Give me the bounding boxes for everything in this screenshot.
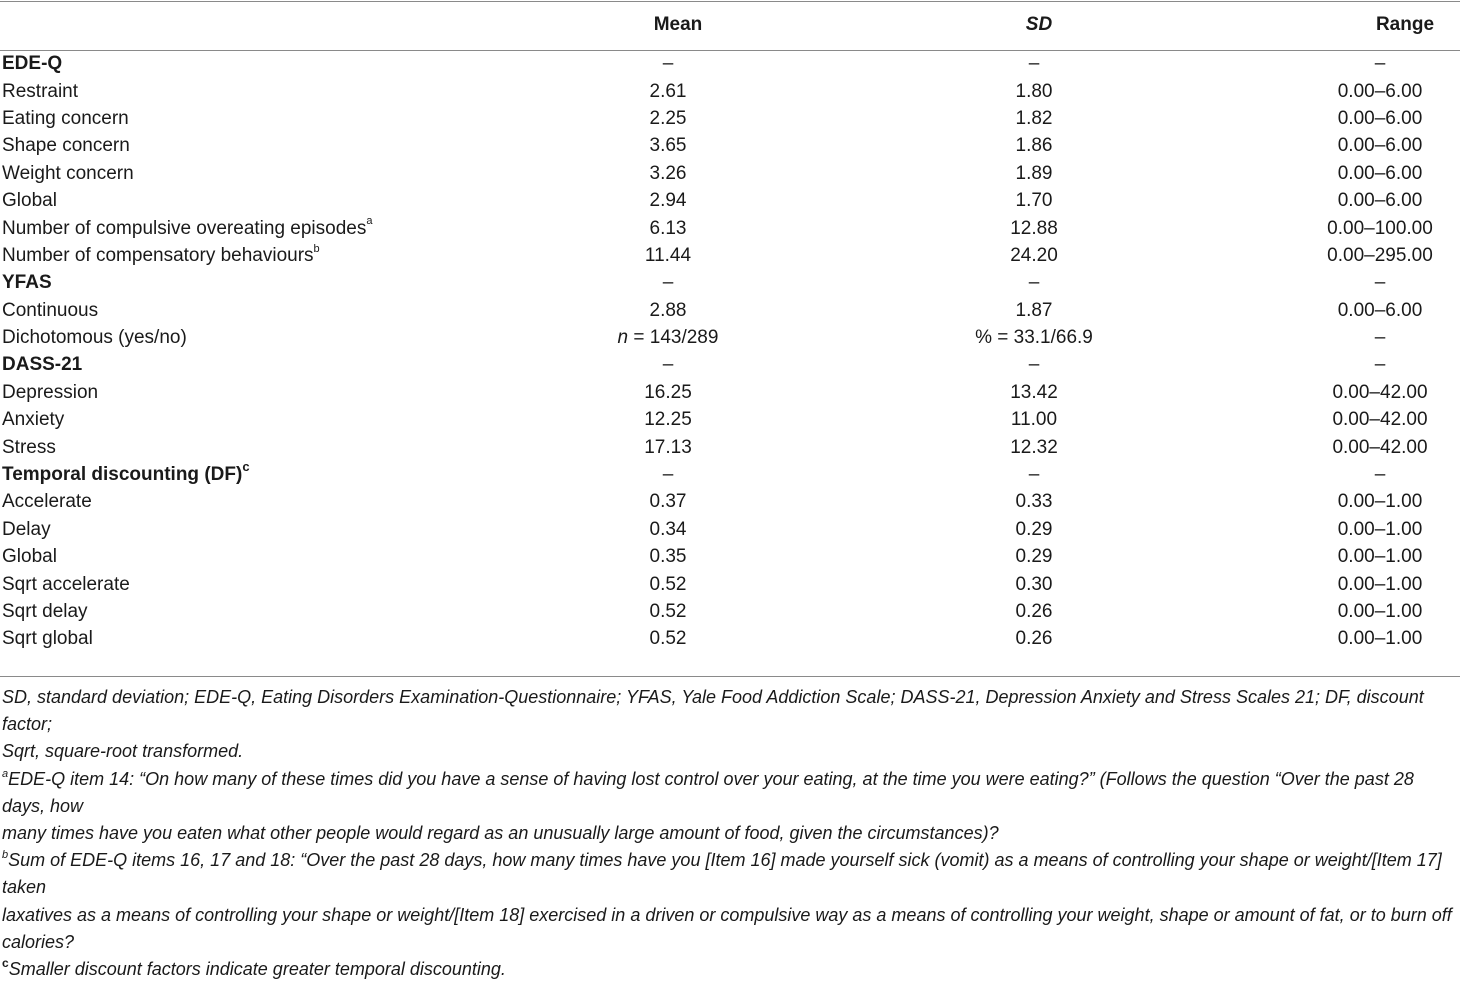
footnote-a: [2, 766, 1458, 848]
footnote-a-line2: many times have you eaten what other people would regard as an unusually large amount of food, given the circumstances)?: [2, 823, 999, 844]
range-cell: [1242, 461, 1460, 488]
mean-value: 11.44: [644, 244, 692, 266]
range-value: 0.00–1.00: [1337, 601, 1423, 622]
range-cell: [1242, 269, 1460, 296]
mean-value: –: [662, 464, 674, 486]
sd-value: 12.88: [1010, 217, 1058, 239]
mean-value-wrap: [650, 135, 687, 156]
range-value: 0.00–295.00: [1327, 244, 1433, 266]
row-label: [0, 598, 520, 625]
mean-value-wrap: [650, 81, 687, 102]
table-row: [0, 543, 1460, 570]
mean-value-wrap: [650, 519, 687, 540]
mean-cell: [520, 351, 836, 378]
mean-cell: [520, 132, 836, 159]
footnote-abbreviations: [2, 684, 1458, 766]
row-label: [0, 351, 520, 378]
sd-value: 13.42: [1010, 381, 1058, 403]
footnote-abbreviations-line2: Sqrt, square-root transformed.: [2, 741, 244, 762]
row-label: [0, 77, 520, 104]
sd-value: 24.20: [1010, 244, 1058, 266]
range-cell: [1242, 598, 1460, 625]
sd-value: 0.26: [1015, 628, 1053, 650]
range-value: 0.00–6.00: [1337, 107, 1423, 129]
range-value: 0.00–6.00: [1337, 80, 1423, 102]
table-row: [0, 214, 1460, 241]
range-cell: [1242, 625, 1460, 652]
row-label-text: Accelerate: [2, 491, 92, 513]
mean-value-wrap: [650, 546, 687, 567]
sd-value: 0.26: [1015, 601, 1053, 622]
mean-value-wrap: [645, 245, 691, 266]
mean-value: 0.52: [649, 601, 687, 622]
mean-value-wrap: [650, 491, 687, 512]
header-range: [1242, 0, 1460, 50]
range-cell: [1242, 488, 1460, 515]
mean-cell: [520, 242, 836, 269]
table-row: [0, 242, 1460, 269]
sd-value: 1.82: [1015, 107, 1053, 129]
range-cell: [1242, 433, 1460, 460]
mean-cell: [520, 598, 836, 625]
mean-value-wrap: [650, 218, 687, 239]
range-cell: [1242, 351, 1460, 378]
table-row: [0, 488, 1460, 515]
row-label: [0, 160, 520, 187]
sd-cell: [836, 77, 1242, 104]
header-range-label: Range: [1375, 14, 1435, 35]
sd-cell: [836, 105, 1242, 132]
range-value: 0.00–6.00: [1337, 135, 1423, 157]
sd-value: 0.29: [1015, 546, 1053, 568]
section-row: [0, 269, 1460, 296]
sd-cell: [836, 543, 1242, 570]
mean-cell: [520, 406, 836, 433]
table-row: [0, 160, 1460, 187]
range-value: 0.00–1.00: [1337, 491, 1423, 513]
range-cell: [1242, 297, 1460, 324]
mean-cell: [520, 160, 836, 187]
mean-value-wrap: [663, 464, 674, 485]
mean-value: 2.61: [649, 80, 687, 102]
mean-value-wrap: [663, 53, 674, 74]
range-value: 0.00–1.00: [1337, 628, 1423, 650]
table-row: [0, 132, 1460, 159]
sd-cell: [836, 242, 1242, 269]
range-value: 0.00–100.00: [1327, 217, 1433, 239]
footnote-a-line1: EDE-Q item 14: “On how many of these times did you have a sense of having lost control over your eating, at the time you were eating?” (Follows the question “Over the past 28 days, how: [2, 768, 1414, 816]
footnote-abbreviations-line1: SD, standard deviation; EDE-Q, Eating Disorders Examination-Questionnaire; YFAS, Yale Food Addiction Scale; DASS-21, Depression Anxiety and Stress Scales 21; DF, discount factor;: [2, 687, 1424, 735]
range-cell: [1242, 379, 1460, 406]
mean-value-wrap: [650, 628, 687, 649]
range-cell: [1242, 105, 1460, 132]
sd-value: 1.86: [1015, 135, 1053, 157]
sd-value: 0.30: [1015, 573, 1053, 595]
row-label: [0, 625, 520, 652]
range-cell: [1242, 324, 1460, 351]
mean-value: 0.52: [649, 573, 687, 595]
mean-cell: [520, 297, 836, 324]
range-cell: [1242, 50, 1460, 77]
footnote-marker: c: [242, 458, 250, 474]
footnote-c-marker: c: [2, 956, 9, 971]
sd-cell: [836, 379, 1242, 406]
table-row: [0, 187, 1460, 214]
row-label-text: Number of compulsive overeating episodes: [2, 217, 367, 239]
row-label-text: Eating concern: [2, 107, 129, 129]
mean-cell: [520, 543, 836, 570]
sd-value: –: [1028, 53, 1040, 75]
range-value: 0.00–1.00: [1337, 546, 1423, 568]
mean-cell: [520, 187, 836, 214]
sd-cell: [836, 160, 1242, 187]
row-label: [0, 132, 520, 159]
row-label-text: Stress: [2, 436, 56, 458]
footnote-c-line1: Smaller discount factors indicate greater temporal discounting.: [8, 959, 506, 980]
table-row: [0, 598, 1460, 625]
mean-value-wrap: [644, 382, 692, 403]
sd-value: 11.00: [1010, 409, 1058, 431]
row-label: [0, 406, 520, 433]
range-cell: [1242, 160, 1460, 187]
row-label-text: Depression: [2, 381, 99, 403]
sd-cell: [836, 488, 1242, 515]
range-value: 0.00–1.00: [1337, 518, 1423, 540]
range-value: –: [1374, 464, 1386, 486]
bottom-rule: [0, 676, 1460, 677]
row-label: [0, 570, 520, 597]
table-row: [0, 406, 1460, 433]
sd-value: % = 33.1/66.9: [975, 327, 1093, 349]
sd-cell: [836, 351, 1242, 378]
section-row: [0, 351, 1460, 378]
mean-value: 12.25: [644, 409, 692, 431]
mean-value-wrap: [650, 300, 687, 321]
mean-value: 17.13: [644, 436, 692, 458]
mean-cell: [520, 461, 836, 488]
mean-value: 3.65: [649, 135, 687, 157]
range-value: 0.00–6.00: [1337, 299, 1423, 321]
mean-value-wrap: [650, 108, 687, 129]
mean-value: –: [662, 354, 674, 376]
range-cell: [1242, 132, 1460, 159]
sd-cell: [836, 625, 1242, 652]
range-value: 0.00–42.00: [1332, 409, 1428, 431]
row-label-text: Global: [2, 190, 57, 212]
mean-cell: [520, 516, 836, 543]
section-row: [0, 50, 1460, 77]
table-row: [0, 625, 1460, 652]
row-label-text: Delay: [2, 518, 51, 540]
mean-cell: [520, 433, 836, 460]
mean-cell: [520, 570, 836, 597]
row-label-text: Temporal discounting (DF): [2, 464, 243, 486]
row-label: [0, 433, 520, 460]
mean-cell: [520, 269, 836, 296]
sd-value: –: [1028, 464, 1040, 486]
footnote-b-line1: Sum of EDE-Q items 16, 17 and 18: “Over the past 28 days, how many times have you [Item 16] made yourself sick (vomit) as a means of controlling your shape or weight/[Item 17] taken: [2, 850, 1442, 898]
range-value: 0.00–42.00: [1332, 436, 1428, 458]
mean-value: 0.35: [649, 546, 687, 568]
range-cell: [1242, 406, 1460, 433]
sd-cell: [836, 433, 1242, 460]
footnote-b-marker: b: [2, 849, 9, 862]
row-label-text: Sqrt delay: [2, 601, 88, 622]
row-label: [0, 50, 520, 77]
footnote-b-line3: calories?: [2, 931, 75, 952]
sd-value: 1.80: [1015, 80, 1053, 102]
table-row: [0, 324, 1460, 351]
row-label-text: Continuous: [2, 299, 99, 321]
footnote-marker: b: [313, 242, 320, 255]
table-row: [0, 433, 1460, 460]
row-label: [0, 379, 520, 406]
range-value: –: [1374, 53, 1386, 75]
row-label: [0, 242, 520, 269]
mean-value: 16.25: [644, 381, 692, 403]
table-body: [0, 50, 1460, 653]
mean-value-wrap: [663, 272, 674, 293]
mean-value-wrap: [618, 327, 719, 348]
footnote-b: [2, 847, 1458, 956]
sd-cell: [836, 598, 1242, 625]
range-cell: [1242, 516, 1460, 543]
sd-value: 0.29: [1015, 518, 1053, 540]
range-cell: [1242, 77, 1460, 104]
sd-cell: [836, 461, 1242, 488]
range-cell: [1242, 242, 1460, 269]
row-label: [0, 187, 520, 214]
row-label-text: YFAS: [2, 272, 52, 294]
table-row: [0, 570, 1460, 597]
mean-value-wrap: [663, 354, 674, 375]
mean-value-wrap: [650, 190, 687, 211]
row-label-text: Dichotomous (yes/no): [2, 327, 187, 349]
row-label-text: Sqrt global: [2, 628, 93, 650]
sd-cell: [836, 516, 1242, 543]
mean-value: 2.88: [649, 299, 687, 321]
range-value: 0.00–6.00: [1337, 190, 1423, 212]
range-value: 0.00–6.00: [1337, 162, 1423, 184]
row-label: [0, 324, 520, 351]
row-label: [0, 269, 520, 296]
sd-value: –: [1028, 354, 1040, 376]
mean-value: 6.13: [649, 217, 687, 239]
row-label-text: DASS-21: [2, 354, 83, 376]
sd-value: 1.70: [1015, 190, 1053, 212]
table-row: [0, 105, 1460, 132]
range-value: –: [1374, 327, 1386, 349]
sd-value: 12.32: [1010, 436, 1058, 458]
row-label-text: Number of compensatory behaviours: [2, 244, 314, 266]
row-label-text: Global: [2, 546, 57, 568]
footnote-marker: a: [366, 215, 373, 228]
row-label: [0, 516, 520, 543]
range-value: 0.00–1.00: [1337, 573, 1423, 595]
table-row: [0, 516, 1460, 543]
mean-value-wrap: [650, 163, 687, 184]
row-label: [0, 543, 520, 570]
mean-value-wrap: [644, 437, 692, 458]
sd-value: –: [1028, 272, 1040, 294]
header-variable: [0, 0, 520, 50]
header-sd: SD: [1025, 14, 1053, 35]
sd-cell: [836, 406, 1242, 433]
sd-cell: [836, 132, 1242, 159]
mean-value: 2.94: [649, 190, 687, 212]
mean-cell: [520, 105, 836, 132]
table-footnotes: [2, 684, 1458, 983]
sd-value: 1.87: [1015, 299, 1053, 321]
mean-value-wrap: [644, 409, 692, 430]
sd-value: 0.33: [1015, 491, 1053, 513]
range-cell: [1242, 543, 1460, 570]
sd-cell: [836, 324, 1242, 351]
row-label-text: Shape concern: [2, 135, 130, 157]
sd-cell: [836, 297, 1242, 324]
mean-value-wrap: [650, 601, 687, 622]
footnote-b-line2: laxatives as a means of controlling your shape or weight/[Item 18] exercised in a driven or compulsive way as a means of controlling your weight, shape or amount of fat, or to burn off: [2, 904, 1452, 925]
row-label-text: Restraint: [2, 80, 79, 102]
mean-value: 0.37: [649, 491, 687, 513]
mean-cell: [520, 50, 836, 77]
header-mean: Mean: [653, 14, 703, 35]
range-value: 0.00–42.00: [1332, 381, 1428, 403]
mean-cell: [520, 214, 836, 241]
mean-cell: [520, 324, 836, 351]
mean-value: –: [662, 272, 674, 294]
row-label-text: Anxiety: [2, 409, 65, 431]
mean-value: 0.34: [649, 518, 687, 540]
row-label: [0, 458, 520, 488]
mean-cell: [520, 625, 836, 652]
footnote-c: [2, 956, 1458, 983]
mean-value: 0.52: [649, 628, 687, 650]
header-row: [0, 0, 1460, 50]
sd-value: 1.89: [1015, 162, 1053, 184]
range-value: –: [1374, 272, 1386, 294]
table-row: [0, 77, 1460, 104]
row-label: [0, 297, 520, 324]
mean-value: –: [662, 53, 674, 75]
sd-cell: [836, 269, 1242, 296]
row-label: [0, 488, 520, 515]
table-row: [0, 379, 1460, 406]
mean-value-wrap: [650, 574, 687, 595]
mean-cell: [520, 379, 836, 406]
row-label-text: Sqrt accelerate: [2, 573, 130, 595]
sd-cell: [836, 187, 1242, 214]
sd-cell: [836, 570, 1242, 597]
mean-value: = 143/289: [628, 327, 719, 349]
mean-cell: [520, 77, 836, 104]
row-label-text: EDE-Q: [2, 53, 63, 75]
row-label-text: Weight concern: [2, 162, 134, 184]
mean-prefix: n: [617, 327, 629, 349]
sd-cell: [836, 50, 1242, 77]
range-value: –: [1374, 354, 1386, 376]
row-label: [0, 214, 520, 241]
row-label: [0, 105, 520, 132]
mean-value: 3.26: [649, 162, 687, 184]
range-cell: [1242, 187, 1460, 214]
range-cell: [1242, 214, 1460, 241]
section-row: [0, 461, 1460, 488]
mean-cell: [520, 488, 836, 515]
mean-value: 2.25: [649, 107, 687, 129]
range-cell: [1242, 570, 1460, 597]
footnote-a-marker: a: [2, 767, 9, 780]
sd-cell: [836, 214, 1242, 241]
table-row: [0, 297, 1460, 324]
